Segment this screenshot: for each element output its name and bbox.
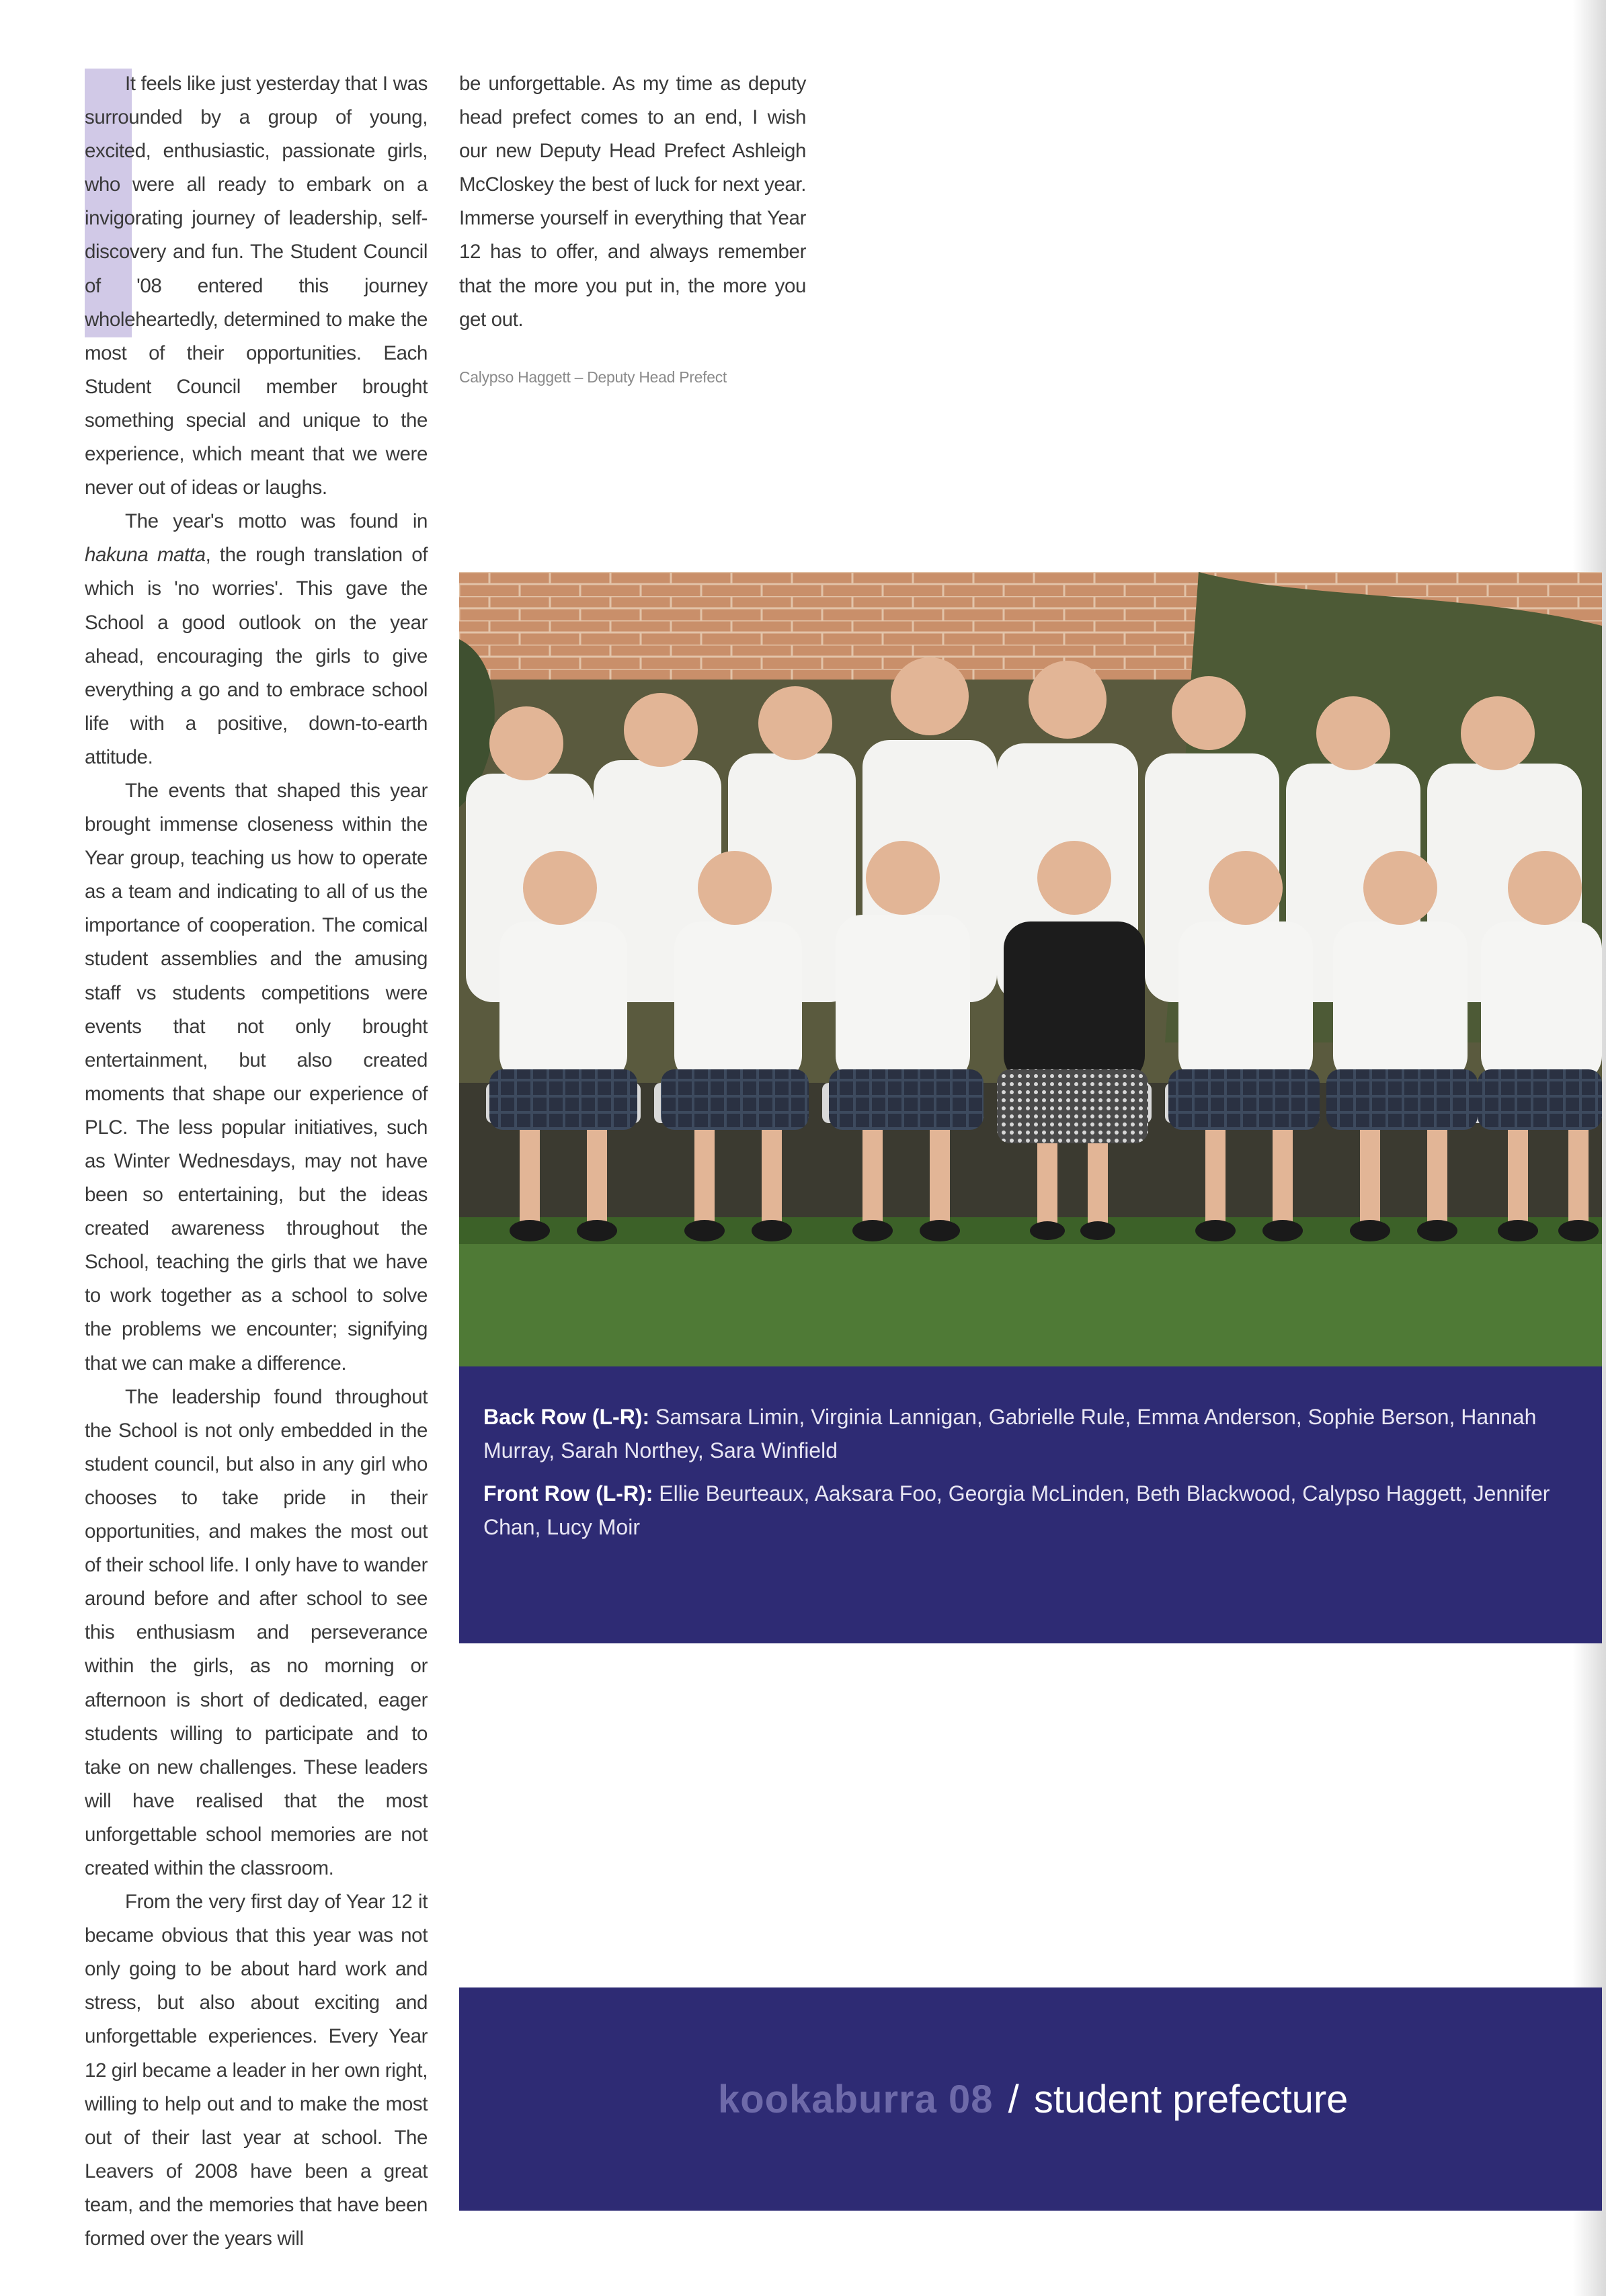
group-photo	[459, 572, 1602, 1366]
caption-back-row-names: Samsara Limin, Virginia Lannigan, Gabrielle Rule, Emma Anderson, Sophie Berson, Hannah Murray, Sarah Northey, Sara Winfield	[483, 1405, 1537, 1463]
group-photo-illustration	[459, 572, 1602, 1366]
author-byline: Calypso Haggett – Deputy Head Prefect	[459, 368, 727, 386]
article-right-column	[459, 67, 806, 337]
caption-front-row-names: Ellie Beurteaux, Aaksara Foo, Georgia McLinden, Beth Blackwood, Calypso Haggett, Jennifer Chan, Lucy Moir	[483, 1481, 1550, 1539]
article-paragraph: From the very first day of Year 12 it became obvious that this year was not only going to be about hard work and stress, but also about exciting and unforgettable experiences. Every Year 12 girl became a leader in her own right, willing to help out and to make the most out of their last year at school. The Leavers of 2008 have been a great team, and the memories that have been formed over the years will	[85, 1891, 428, 2250]
caption-back-row-label: Back Row (L-R):	[483, 1405, 650, 1429]
article-paragraph: be unforgettable. As my time as deputy head prefect comes to an end, I wish our new Deputy Head Prefect Ashleigh McCloskey the best of luck for next year. Immerse yourself in everything that Year 12 has to offer, and always remember that the more you put in, the more you get out.	[459, 73, 806, 331]
section-name: student prefecture	[1033, 2078, 1349, 2121]
article-paragraph: The year's motto was found in hakuna matta, the rough translation of which is 'no worries'. This gave the School a good outlook on the year ahead, encouraging the girls to give everything a go and to embrace school life with a positive, down-to-earth attitude.	[85, 510, 428, 768]
photo-caption	[459, 1366, 1602, 1643]
article-paragraph: It feels like just yesterday that I was surrounded by a group of young, excited, enthusiastic, passionate girls, who were all ready to embark on a invigorating journey of leadership, self-discovery and fun. The Student Council of '08 entered this journey wholeheartedly, determined to make the most of their opportunities. Each Student Council member brought something special and unique to the experience, which meant that we were never out of ideas or laughs.	[85, 73, 428, 499]
article-left-column	[85, 67, 428, 2256]
magazine-brand: kookaburra 08	[718, 2078, 994, 2121]
footer-title	[718, 2077, 1348, 2122]
footer-separator: /	[1008, 2078, 1019, 2121]
caption-front-row	[483, 1477, 1575, 1544]
article-paragraph: The leadership found throughout the School is not only embedded in the student council, but also in any girl who chooses to take pride in their opportunities, and makes the most out of their school life. I only have to wander around before and after school to see this enthusiasm and perseverance within the girls, as no morning or afternoon is short of dedicated, eager students willing to participate and to take on new challenges. These leaders will have realised that the most unforgettable school memories are not created within the classroom.	[85, 1385, 428, 1879]
article-paragraph: The events that shaped this year brought immense closeness within the Year group, teaching us how to operate as a team and indicating to all of us the importance of cooperation. The comical student assemblies and the amusing staff vs students competitions were events that not only brought entertainment, but also created moments that shape our experience of PLC. The less popular initiatives, such as Winter Wednesdays, may not have been so entertaining, but the ideas created awareness throughout the School, teaching the girls that we have to work together as a school to solve the problems we encounter; signifying that we can make a difference.	[85, 779, 428, 1375]
caption-back-row	[483, 1400, 1575, 1467]
caption-front-row-label: Front Row (L-R):	[483, 1481, 653, 1506]
